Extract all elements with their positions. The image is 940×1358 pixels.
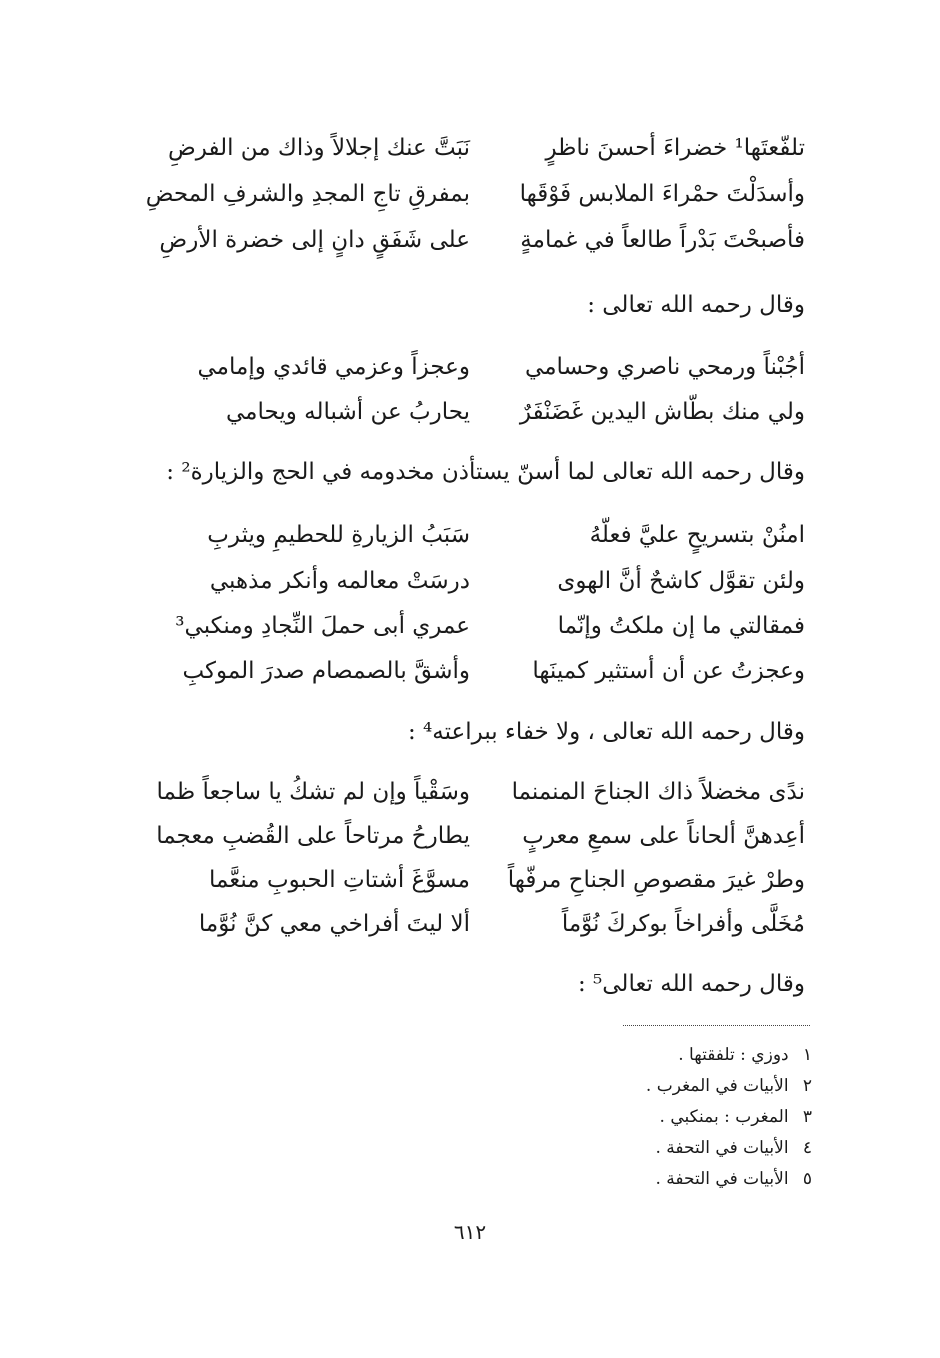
- verse-first-hemistich: ولي منك بطّاش اليدين غَضَنْفَرٌ: [519, 399, 805, 425]
- footnote: [655, 1135, 812, 1161]
- poem-intro: وقال رحمه الله تعالى ، ولا خفاء ببراعته⁴ :: [407, 719, 805, 745]
- verse-second-hemistich: يطارحُ مرتاحاً على القُضبِ معجما: [156, 823, 470, 849]
- verse-first-hemistich: امنُنْ بتسريحٍ عليَّ فعلّهُ: [589, 522, 805, 548]
- verse-second-hemistich: عمري أبى حملَ النِّجادِ ومنكبي³: [175, 613, 470, 639]
- verse: [125, 128, 805, 180]
- verse-second-hemistich: على شَفَقٍ دانٍ إلى خضرة الأرضِ: [159, 227, 470, 253]
- verse: [125, 392, 805, 444]
- verse-second-hemistich: وعجزاً وعزمي قائدي وإمامي: [197, 354, 470, 380]
- verse: [125, 515, 805, 567]
- footnote-text: دوزي : تلفقتها .: [678, 1045, 789, 1065]
- footnote-number: ١: [802, 1045, 812, 1065]
- footnote-text: المغرب : بمنكبي .: [659, 1107, 789, 1127]
- poem-intro: وقال رحمه الله تعالى :: [587, 292, 805, 318]
- footnote-number: ٥: [802, 1169, 812, 1189]
- verse-second-hemistich: وأشقَّ بالصمصام صدرَ الموكبِ: [182, 658, 470, 684]
- verse: [125, 220, 805, 272]
- footnote-text: الأبيات في المغرب .: [645, 1076, 789, 1096]
- verse-first-hemistich: تلفّعتَها¹ خضراءَ أحسنَ ناظرٍ: [545, 135, 805, 161]
- footnote-number: ٢: [802, 1076, 812, 1096]
- verse-first-hemistich: فأصبحْتَ بَدْراً طالعاً في غمامةٍ: [520, 227, 805, 253]
- verse-second-hemistich: وسَقْياً وإن لم تشكُ يا ساجعاً ظما: [156, 779, 470, 805]
- footnote-separator: [623, 1025, 810, 1026]
- poem-intro: وقال رحمه الله تعالى لما أسنّ يستأذن مخدومه في الحج والزيارة² :: [166, 459, 805, 485]
- verse-first-hemistich: فمقالتي ما إن ملكتُ وإنّما: [557, 613, 805, 639]
- footnote-number: ٣: [802, 1107, 812, 1127]
- verse-first-hemistich: مُخَلَّى وأفراخاً بوكركَ نُوَّماً: [561, 911, 805, 937]
- verse-second-hemistich: درسَتْ معالمه وأنكر مذهبي: [209, 568, 470, 594]
- poem-intro: وقال رحمه الله تعالى⁵ :: [577, 971, 805, 997]
- footnote: [660, 1104, 812, 1130]
- verse: [125, 904, 805, 956]
- verse: [125, 174, 805, 226]
- verse-second-hemistich: سَبَبُ الزيارةِ للحطيمِ ويثربِ: [207, 522, 470, 548]
- verse-first-hemistich: أعِدهنَّ ألحاناً على سمعِ معربٍ: [522, 823, 805, 849]
- verse-first-hemistich: ندًى مخضلاً ذاك الجناحَ المنمنما: [511, 779, 805, 805]
- verse: [125, 651, 805, 703]
- footnote: [646, 1073, 812, 1099]
- verse-second-hemistich: مسوَّغَ أشتاتِ الحبوبِ منعَّما: [208, 867, 470, 893]
- page-number: ٦١٢: [453, 1220, 487, 1244]
- verse-first-hemistich: وعجزتُ عن أن أستثير كمينَها: [532, 658, 805, 684]
- verse-second-hemistich: يحاربُ عن أشباله ويحامي: [226, 399, 470, 425]
- footnote: [655, 1166, 812, 1192]
- footnote: [678, 1042, 812, 1068]
- footnote-number: ٤: [802, 1138, 812, 1158]
- verse-second-hemistich: نَبَتَّ عنك إجلالاً وذاك من الفرضِ: [167, 135, 470, 161]
- verse-first-hemistich: أجُبْناً ورمحي ناصري وحسامي: [525, 354, 805, 380]
- verse-first-hemistich: وأسدَلْتَ حمْراءَ الملابس فَوْقَها: [519, 181, 805, 207]
- footnote-text: الأبيات في التحفة .: [655, 1169, 789, 1189]
- footnote-text: الأبيات في التحفة .: [655, 1138, 789, 1158]
- verse-first-hemistich: وطرْ غيرَ مقصوصِ الجناحِ مرفّهاً: [507, 867, 805, 893]
- verse-second-hemistich: ألا ليتَ أفراخي معي كنَّ نُوَّما: [198, 911, 470, 937]
- verse-second-hemistich: بمفرقِ تاجِ المجدِ والشرفِ المحضِ: [145, 181, 470, 207]
- verse-first-hemistich: ولئن تقوَّل كاشحٌ أنَّ الهوى: [557, 568, 805, 594]
